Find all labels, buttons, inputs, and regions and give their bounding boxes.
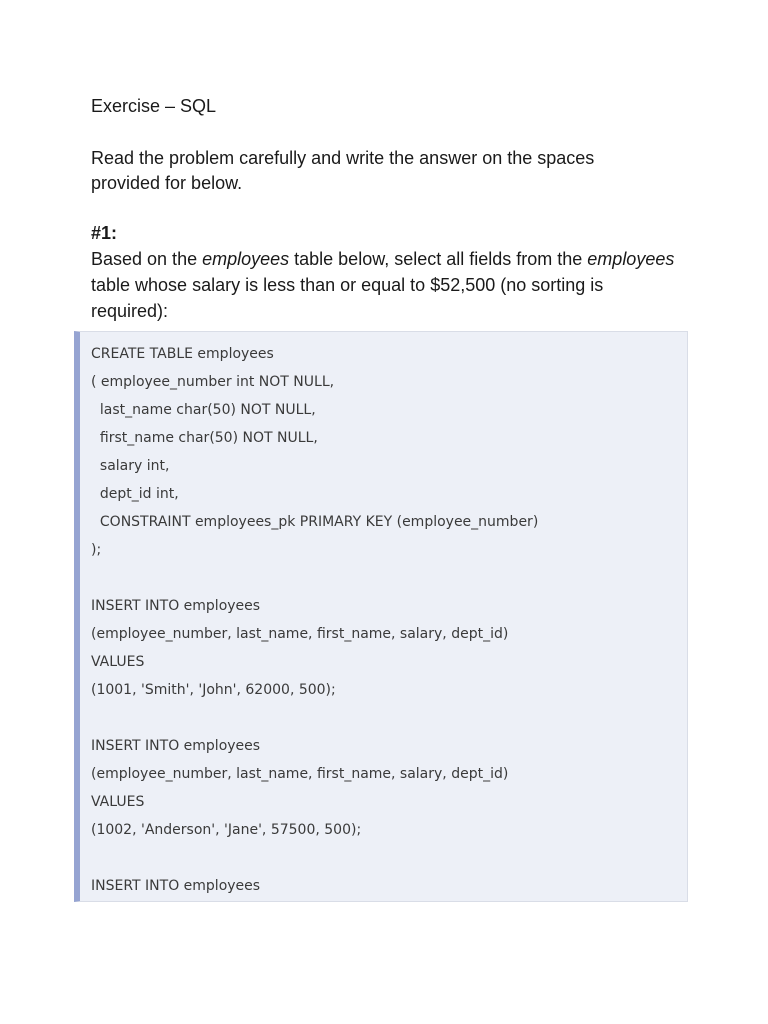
code-line: ( employee_number int NOT NULL, bbox=[91, 374, 335, 390]
problem-text-part: table below, select all fields from the bbox=[289, 249, 588, 269]
code-lines-list bbox=[91, 340, 538, 900]
code-line: ); bbox=[91, 542, 102, 558]
code-line: VALUES bbox=[91, 794, 145, 810]
problem-text-part: Based on the bbox=[91, 249, 203, 269]
problem-statement bbox=[91, 246, 681, 324]
code-line bbox=[91, 844, 538, 872]
sql-code-block bbox=[74, 331, 688, 902]
code-line: (1001, 'Smith', 'John', 62000, 500); bbox=[91, 682, 336, 698]
code-line: INSERT INTO employees bbox=[91, 598, 261, 614]
problem-number: #1: bbox=[91, 223, 118, 243]
code-line: INSERT INTO employees bbox=[91, 878, 261, 894]
code-line: CREATE TABLE employees bbox=[91, 346, 274, 362]
code-line: salary int, bbox=[91, 458, 170, 474]
code-line: VALUES bbox=[91, 654, 145, 670]
code-line: (employee_number, last_name, first_name, salary, dept_id) bbox=[91, 626, 509, 642]
exercise-heading: Exercise – SQL bbox=[91, 96, 217, 116]
code-line: INSERT INTO employees bbox=[91, 738, 261, 754]
code-line: (1002, 'Anderson', 'Jane', 57500, 500); bbox=[91, 822, 362, 838]
code-line: dept_id int, bbox=[91, 486, 179, 502]
code-line bbox=[91, 704, 538, 732]
instructions-paragraph: Read the problem carefully and write the answer on the spaces provided for below. bbox=[91, 148, 595, 193]
code-line: first_name char(50) NOT NULL, bbox=[91, 430, 318, 446]
problem-text-part: table whose salary is less than or equal to $52,500 (no sorting is required): bbox=[91, 275, 604, 321]
code-line: last_name char(50) NOT NULL, bbox=[91, 402, 316, 418]
table-name-emphasis: employees bbox=[587, 249, 675, 269]
code-line bbox=[91, 564, 538, 592]
table-name-emphasis: employees bbox=[202, 249, 290, 269]
code-line: CONSTRAINT employees_pk PRIMARY KEY (employee_number) bbox=[91, 514, 539, 530]
code-line: (employee_number, last_name, first_name, salary, dept_id) bbox=[91, 766, 509, 782]
